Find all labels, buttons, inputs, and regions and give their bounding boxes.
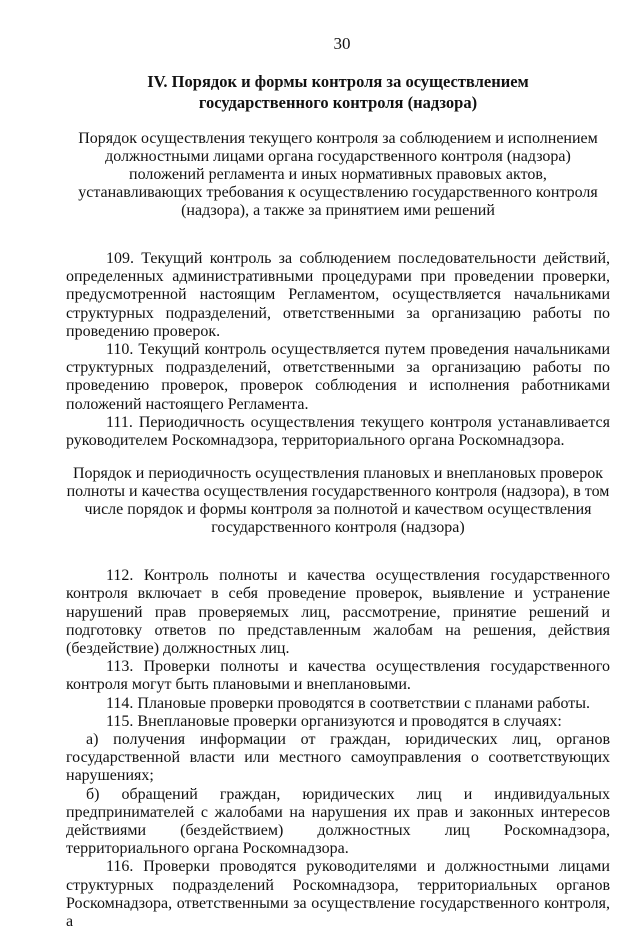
paragraph-114: 114. Плановые проверки проводятся в соответствии с планами работы. (106, 694, 591, 712)
paragraph-111: 111. Периодичность осуществления текущего контроля устанавливается руководителем Роскомнадзора, территориального органа Роскомнадзора. (66, 413, 610, 450)
paragraph-115-b: б) обращений граждан, юридических лиц и индивидуальных предпринимателей с жалобами на нарушения их прав и законных интересов действиями (бездействием) должностных лиц Роскомнадзора, территориального органа Роскомнадзора. (66, 785, 610, 858)
subheading-current-control: Порядок осуществления текущего контроля за соблюдением и исполнением должностными лицами органа государственного контроля (надзора) положений регламента и иных нормативных правовых актов, устанавливающих требования к осуществлению государственного контроля (надзора), а также за принятием ими решений (78, 130, 598, 219)
subheading-periodic-checks: Порядок и периодичность осуществления плановых и внеплановых проверок полноты и качества осуществления государственного контроля (надзора), в том числе порядок и формы контроля за полнотой и качеством осуществления государственного контроля (надзора) (66, 465, 610, 537)
paragraph-109: 109. Текущий контроль за соблюдением последовательности действий, определенных административными процедурами при проведении проверки, предусмотренной настоящим Регламентом, осуществляется начальниками структурных подразделений, ответственными за организацию работы по проведению проверок. (66, 250, 610, 340)
paragraph-112: 112. Контроль полноты и качества осуществления государственного контроля включает в себя проведение проверок, выявление и устранение нарушений прав проверяемых лиц, рассмотрение, принятие решений и подготовку ответов по представленным жалобам на решения, действия (бездействие) должностных лиц. (66, 567, 610, 658)
paragraph-115-a: а) получения информации от граждан, юридических лиц, органов государственной власти или местного самоуправления о соответствующих нарушениях; (66, 731, 610, 785)
section-title-line-1: IV. Порядок и формы контроля за осуществлением (147, 72, 529, 91)
paragraph-113: 113. Проверки полноты и качества осуществления государственного контроля могут быть плановыми и внеплановыми. (66, 658, 610, 694)
paragraph-115: 115. Внеплановые проверки организуются и проводятся в случаях: (106, 712, 562, 730)
paragraph-110: 110. Текущий контроль осуществляется путем проведения начальниками структурных подразделений, ответственными за организацию работы по проведению проверок, проверок соблюдения и исполнения работниками положений настоящего Регламента. (66, 341, 610, 413)
section-title-line-2: государственного контроля (надзора) (198, 93, 478, 112)
page-number: 30 (333, 34, 351, 53)
section-title (66, 71, 610, 113)
paragraph-116: 116. Проверки проводятся руководителями и должностными лицами структурных подразделений Роскомнадзора, территориальных органов Роскомнадзора, ответственными за осуществление государственного контроля, а (66, 858, 610, 931)
